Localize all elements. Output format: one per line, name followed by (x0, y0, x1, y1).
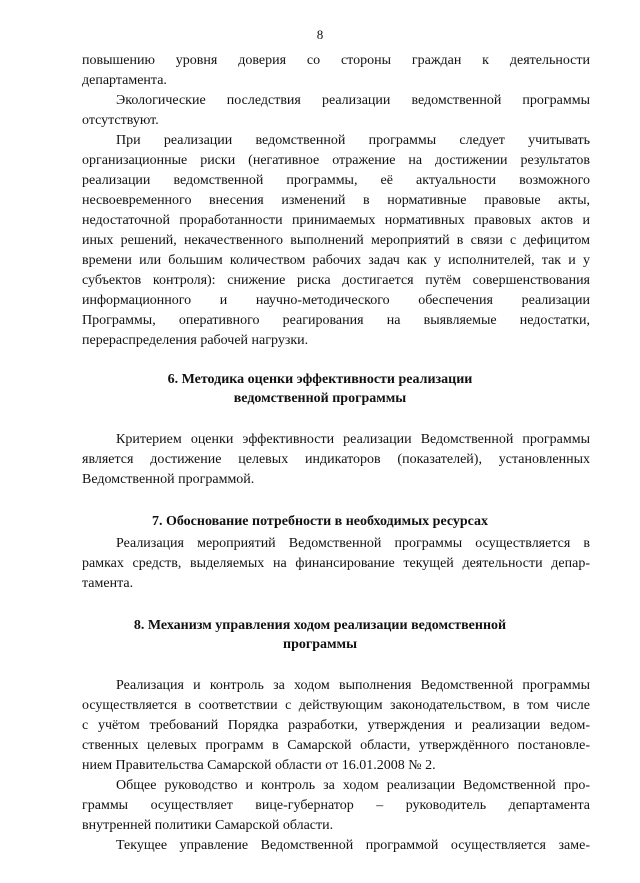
text-line: рамках средств, выделяемых на финансирование текущей деятельности депар- (82, 556, 590, 571)
text-line: Общее руководство и контроль за ходом реализации Ведомственной про- (116, 778, 590, 793)
section-6-heading: 6. Методика оценки эффективности реализации (167, 372, 473, 387)
text-line: Критерием оценки эффективности реализации Ведомственной программы (116, 432, 590, 447)
text-line: осуществляется в соответствии с действующим законодательством, в том числе (82, 698, 590, 713)
text-line: недостаточной проработанности принимаемых нормативных правовых актов и (82, 213, 590, 228)
text-line: нием Правительства Самарской области от 16.01.2008 № 2. (82, 758, 436, 773)
text-line: с учётом требований Порядка разработки, утверждения и реализации ведом- (82, 718, 590, 733)
section-8-heading: программы (283, 637, 357, 652)
text-line: иных решений, некачественного выполнений мероприятий в связи с дефицитом (82, 233, 590, 248)
text-line: организационные риски (негативное отражение на достижении результатов (82, 153, 590, 168)
text-line: реализации ведомственной программы, её актуальности возможного (82, 173, 590, 188)
text-line: перераспределения рабочей нагрузки. (82, 333, 309, 348)
text-line: является достижение целевых индикаторов (показателей), установленных (82, 452, 590, 467)
text-line: департамента. (82, 73, 167, 88)
text-line: Текущее управление Ведомственной программой осуществляется заме- (116, 838, 590, 853)
text-line: отсутствуют. (82, 113, 159, 128)
text-line: субъектов контроля): снижение риска достигается путём совершенствования (82, 273, 590, 288)
text-line: внутренней политики Самарской области. (82, 818, 334, 833)
section-6-heading: ведомственной программы (233, 391, 407, 406)
text-line: Программы, оперативного реагирования на выявляемые недостатки, (82, 313, 590, 328)
text-line: информационного и научно-методического обеспечения реализации (82, 293, 590, 308)
text-line: Реализация и контроль за ходом выполнения Ведомственной программы (116, 678, 590, 693)
text-line: граммы осуществляет вице-губернатор – руководитель департамента (82, 798, 590, 813)
text-line: несвоевременного внесения изменений в нормативные правовые акты, (82, 193, 590, 208)
text-line: Ведомственной программой. (82, 472, 255, 487)
text-line: ственных целевых программ в Самарской области, утверждённого постановле- (82, 738, 590, 753)
text-line: При реализации ведомственной программы следует учитывать (116, 133, 590, 148)
text-line: времени или большим количеством рабочих задач как у исполнителей, так и у (82, 253, 590, 268)
text-line: Реализация мероприятий Ведомственной программы осуществляется в (116, 536, 590, 551)
section-7-heading: 7. Обоснование потребности в необходимых ресурсах (151, 514, 489, 529)
text-line: тамента. (82, 576, 134, 591)
text-line: повышению уровня доверия со стороны граждан к деятельности (82, 53, 590, 68)
page-number: 8 (316, 27, 324, 42)
text-line: Экологические последствия реализации ведомственной программы (116, 93, 590, 108)
section-8-heading: 8. Механизм управления ходом реализации ведомственной (133, 618, 507, 633)
